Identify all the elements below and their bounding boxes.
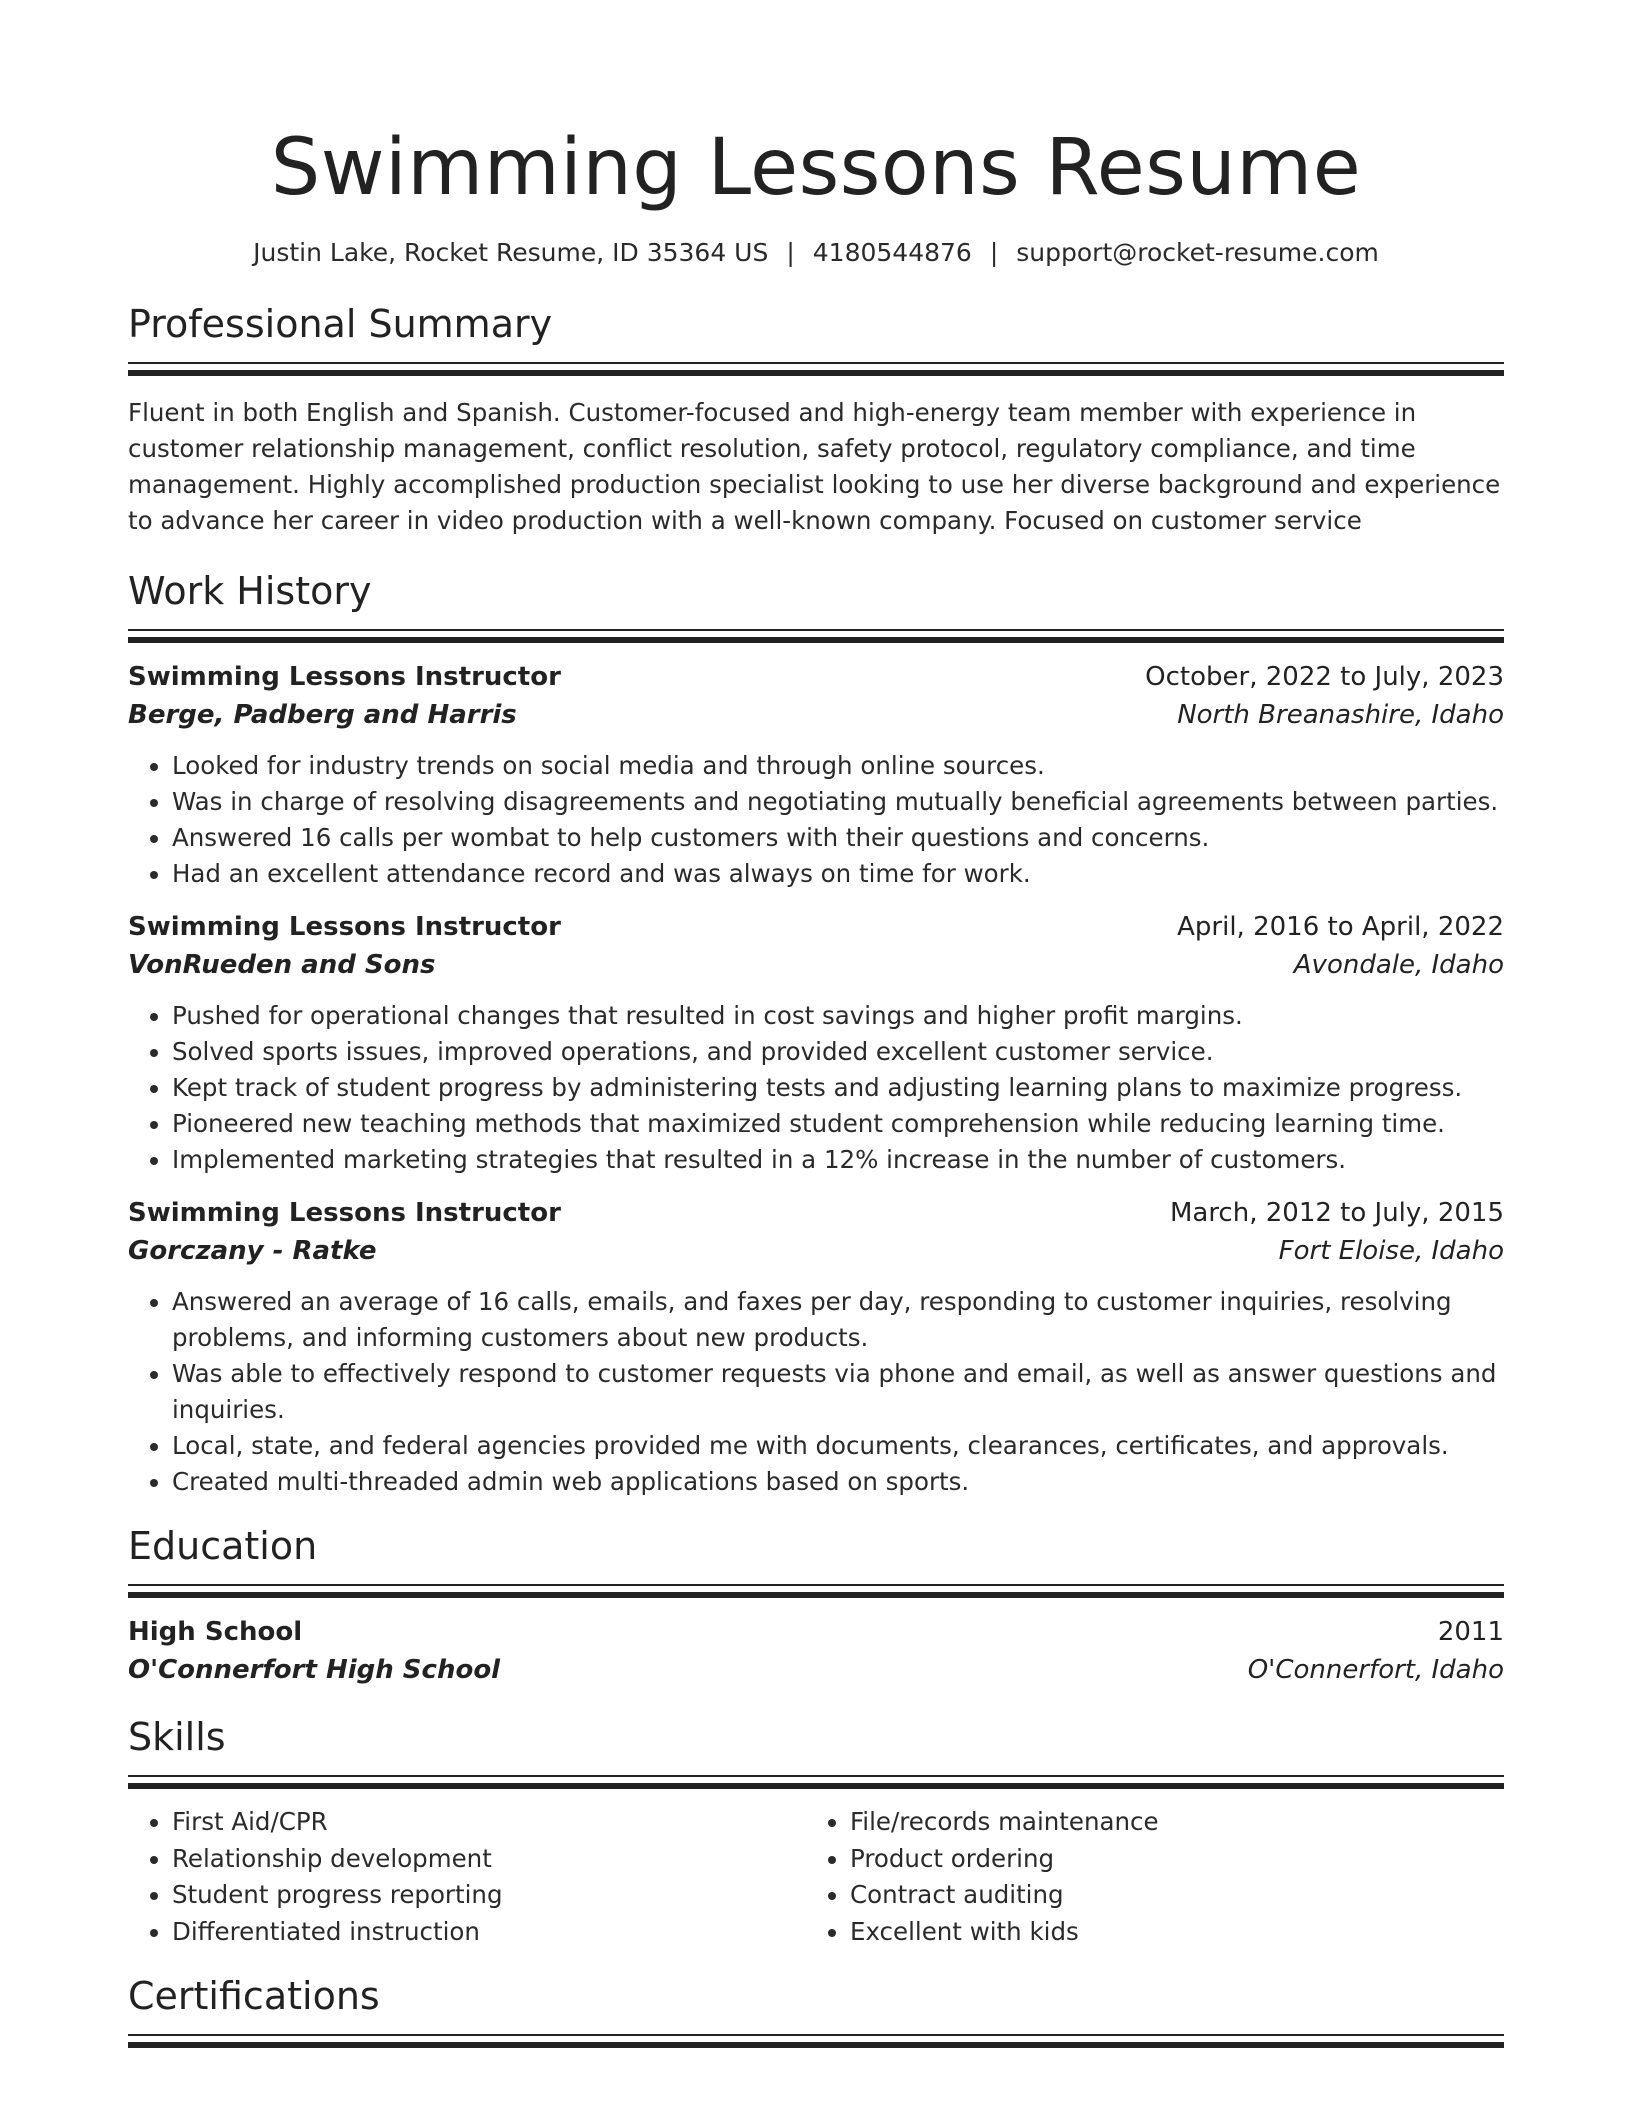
job-header <box>128 1194 1504 1232</box>
job-bullet: • Pushed for operational changes that resulted in cost savings and higher profit margins. <box>172 998 1504 1034</box>
job-company: Berge, Padberg and Harris <box>128 700 517 730</box>
resume-title: Swimming Lessons Resume <box>270 123 1362 213</box>
skills-list-left <box>128 1804 806 1950</box>
skill-item: • Contract auditing <box>850 1877 1484 1914</box>
education-degree: High School <box>128 1617 303 1647</box>
job-bullets <box>128 998 1504 1178</box>
education-section <box>128 1522 1504 1689</box>
section-divider <box>128 1775 1504 1790</box>
skill-item: • Excellent with kids <box>850 1914 1484 1951</box>
job-company: Gorczany - Ratke <box>128 1236 377 1266</box>
certifications-section <box>128 1972 1504 2049</box>
job-dates: March, 2012 to July, 2015 <box>1169 1198 1504 1228</box>
skills-list-right <box>806 1804 1484 1950</box>
job-bullet: • Answered an average of 16 calls, emails, and faxes per day, responding to customer inquiries, resolving problems, and informing customers about new products. <box>172 1284 1504 1356</box>
section-heading-skills: Skills <box>128 1715 226 1759</box>
job-bullet: • Had an excellent attendance record and was always on time for work. <box>172 856 1504 892</box>
job-header <box>128 908 1504 946</box>
skill-item: • Product ordering <box>850 1841 1484 1878</box>
job-bullet: • Answered 16 calls per wombat to help customers with their questions and concerns. <box>172 820 1504 856</box>
job-subheader <box>128 696 1504 734</box>
education-entry <box>128 1613 1504 1689</box>
job-bullets <box>128 748 1504 892</box>
education-subheader <box>128 1651 1504 1689</box>
job-header <box>128 658 1504 696</box>
summary-text: Fluent in both English and Spanish. Customer-focused and high-energy team member with experience in customer relationship management, conflict resolution, safety protocol, regulatory compliance, and time management. Highly accomplished production specialist looking to use her diverse background and experience to advance her career in video production with a well-known company. Focused on customer service <box>128 398 1501 535</box>
job-title: Swimming Lessons Instructor <box>128 662 561 692</box>
job-entry <box>128 1194 1504 1500</box>
contact-email[interactable]: support@rocket-resume.com <box>1016 238 1379 267</box>
skill-item: • Differentiated instruction <box>172 1914 806 1951</box>
contact-separator: | <box>989 238 999 267</box>
job-dates: April, 2016 to April, 2022 <box>1177 912 1504 942</box>
job-location: Avondale, Idaho <box>1293 950 1504 980</box>
job-bullet: • Local, state, and federal agencies provided me with documents, clearances, certificates, and approvals. <box>172 1428 1504 1464</box>
job-bullet: • Was able to effectively respond to customer requests via phone and email, as well as answer questions and inquiries. <box>172 1356 1504 1428</box>
job-location: Fort Eloise, Idaho <box>1278 1236 1504 1266</box>
job-subheader <box>128 946 1504 984</box>
job-bullet: • Created multi-threaded admin web applications based on sports. <box>172 1464 1504 1500</box>
section-divider <box>128 362 1504 377</box>
job-subheader <box>128 1232 1504 1270</box>
skill-item: • File/records maintenance <box>850 1804 1484 1841</box>
section-heading-summary: Professional Summary <box>128 302 553 346</box>
section-divider <box>128 2034 1504 2049</box>
skill-item: • Student progress reporting <box>172 1877 806 1914</box>
work-history-section <box>128 567 1504 1500</box>
skills-columns <box>128 1804 1504 1950</box>
job-entry <box>128 908 1504 1178</box>
contact-phone: 4180544876 <box>812 238 972 267</box>
job-bullet: • Kept track of student progress by administering tests and adjusting learning plans to maximize progress. <box>172 1070 1504 1106</box>
job-location: North Breanashire, Idaho <box>1177 700 1504 730</box>
contact-separator: | <box>786 238 795 267</box>
job-bullet: • Solved sports issues, improved operations, and provided excellent customer service. <box>172 1034 1504 1070</box>
job-dates: October, 2022 to July, 2023 <box>1145 662 1504 692</box>
section-divider <box>128 1584 1504 1599</box>
contact-address: Justin Lake, Rocket Resume, ID 35364 US <box>253 238 769 267</box>
section-divider <box>128 629 1504 644</box>
skills-section <box>128 1713 1504 1950</box>
resume-page <box>128 0 1504 2049</box>
job-entry <box>128 658 1504 892</box>
job-bullet: • Looked for industry trends on social media and through online sources. <box>172 748 1504 784</box>
job-bullet: • Implemented marketing strategies that resulted in a 12% increase in the number of customers. <box>172 1142 1504 1178</box>
job-company: VonRueden and Sons <box>128 950 436 980</box>
contact-line <box>128 236 1504 270</box>
job-bullets <box>128 1284 1504 1500</box>
job-title: Swimming Lessons Instructor <box>128 1198 561 1228</box>
job-bullet: • Pioneered new teaching methods that maximized student comprehension while reducing learning time. <box>172 1106 1504 1142</box>
job-title: Swimming Lessons Instructor <box>128 912 561 942</box>
skill-item: • Relationship development <box>172 1841 806 1878</box>
section-heading-work: Work History <box>128 569 372 613</box>
education-header <box>128 1613 1504 1651</box>
job-bullet: • Was in charge of resolving disagreements and negotiating mutually beneficial agreements between parties. <box>172 784 1504 820</box>
education-year: 2011 <box>1437 1617 1504 1647</box>
skill-item: • First Aid/CPR <box>172 1804 806 1841</box>
education-school: O'Connerfort High School <box>128 1655 501 1685</box>
summary-section <box>128 300 1504 539</box>
section-heading-certifications: Certifications <box>128 1974 380 2018</box>
section-heading-education: Education <box>128 1524 318 1568</box>
education-location: O'Connerfort, Idaho <box>1247 1655 1504 1685</box>
